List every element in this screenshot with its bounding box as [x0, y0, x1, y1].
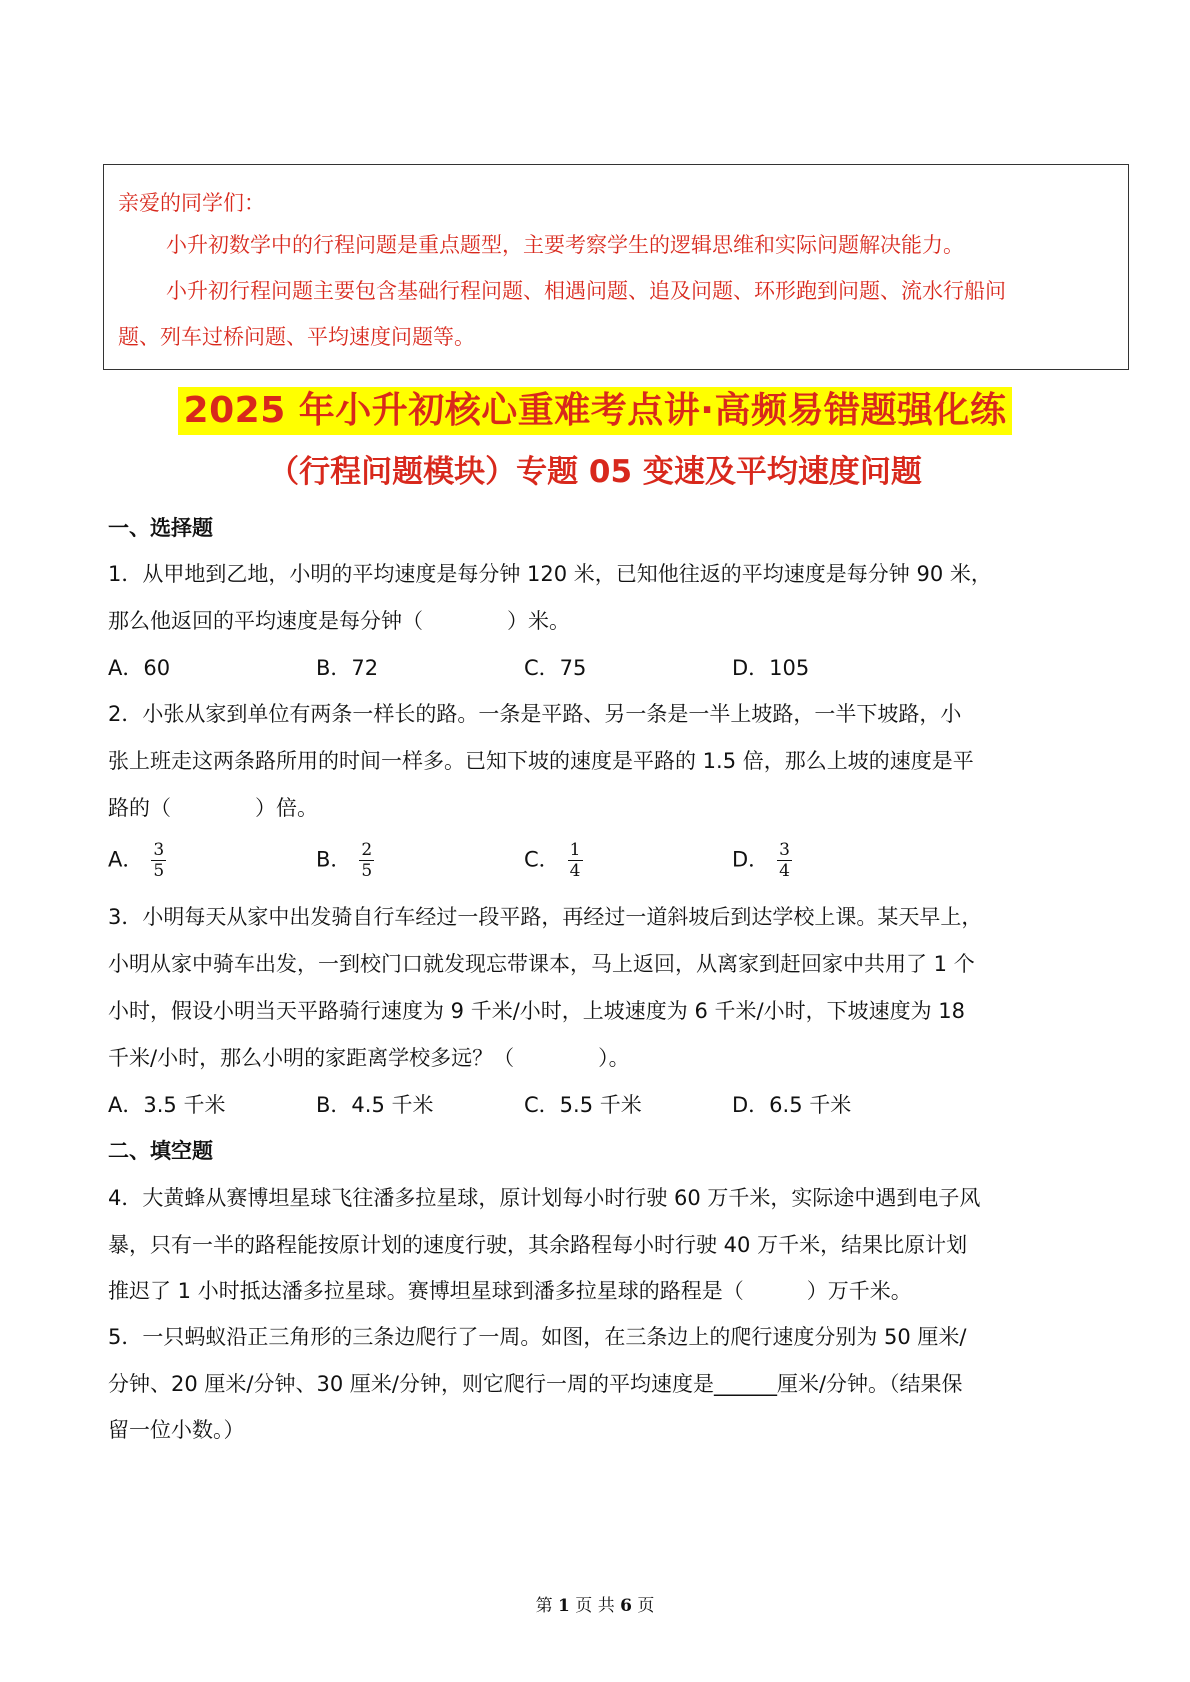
q1-line-1: 1．从甲地到乙地，小明的平均速度是每分钟 120 米，已知他往返的平均速度是每分钟 90 米， [108, 562, 992, 586]
fraction-numerator: 2 [361, 840, 373, 860]
footer-prefix: 第 [535, 1596, 553, 1616]
sub-title: （行程问题模块）专题 05 变速及平均速度问题 [268, 454, 922, 490]
footer-middle: 页 共 [575, 1596, 615, 1616]
q5-line-1: 5．一只蚂蚁沿正三角形的三条边爬行了一周。如图，在三条边上的爬行速度分别为 50 厘米/ [108, 1325, 967, 1349]
notice-greeting: 亲爱的同学们： [118, 191, 265, 215]
q1-option-a: A．60 [108, 656, 171, 680]
q2-line-1: 2．小张从家到单位有两条一样长的路。一条是平路、另一条是一半上坡路，一半下坡路，小 [108, 702, 962, 726]
q3-line-2: 小明从家中骑车出发，一到校门口就发现忘带课本，马上返回，从离家到赶回家中共用了 1 个 [108, 952, 975, 976]
q2-line-3: 路的（ ）倍。 [108, 796, 318, 820]
q2-option-a [108, 840, 166, 881]
q2-option-c [524, 840, 583, 881]
q3-line-1: 3．小明每天从家中出发骑自行车经过一段平路，再经过一道斜坡后到达学校上课。某天早上， [108, 905, 983, 929]
q3-line-4: 千米/小时，那么小明的家距离学校多远？（ ）。 [108, 1046, 630, 1070]
q3-option-d: D．6.5 千米 [732, 1093, 852, 1117]
q2-option-a-label: A． [108, 847, 144, 872]
q2-option-d [732, 840, 792, 881]
q2-option-a-fraction [151, 840, 166, 881]
footer-page-number: 1 [558, 1596, 570, 1616]
fraction-denominator: 5 [361, 861, 373, 881]
q1-line-2: 那么他返回的平均速度是每分钟（ ）米。 [108, 609, 570, 633]
fraction-denominator: 5 [153, 861, 165, 881]
q4-line-2: 暴，只有一半的路程能按原计划的速度行驶，其余路程每小时行驶 40 万千米，结果比原计划 [108, 1233, 968, 1257]
q3-option-b: B．4.5 千米 [316, 1093, 434, 1117]
q2-option-d-label: D． [732, 847, 770, 872]
main-title-wrap [0, 387, 1190, 435]
q4-line-3: 推迟了 1 小时抵达潘多拉星球。赛博坦星球到潘多拉星球的路程是（ ）万千米。 [108, 1279, 912, 1303]
fraction-denominator: 4 [779, 861, 790, 881]
notice-box [103, 164, 1129, 370]
section-heading-choice: 一、选择题 [108, 516, 213, 540]
q4-line-1: 4．大黄蜂从赛博坦星球飞往潘多拉星球，原计划每小时行驶 60 万千米，实际途中遇到电子风 [108, 1186, 981, 1210]
footer-total-pages: 6 [620, 1596, 632, 1616]
notice-paragraph-1: 小升初数学中的行程问题是重点题型，主要考察学生的逻辑思维和实际问题解决能力。 [166, 233, 964, 257]
q1-option-c: C．75 [524, 656, 587, 680]
fraction-denominator: 4 [569, 861, 581, 881]
section-heading-fill: 二、填空题 [108, 1139, 213, 1163]
fraction-numerator: 1 [569, 840, 581, 860]
q2-option-b-label: B． [316, 847, 352, 872]
notice-paragraph-2-line-1: 小升初行程问题主要包含基础行程问题、相遇问题、追及问题、环形跑到问题、流水行船问 [166, 279, 1006, 303]
q3-option-a: A．3.5 千米 [108, 1093, 226, 1117]
q2-option-b-fraction [359, 840, 374, 881]
page-footer [0, 1591, 1190, 1616]
q2-option-c-label: C． [524, 847, 560, 872]
fraction-numerator: 3 [153, 840, 165, 860]
q1-option-d: D．105 [732, 656, 810, 680]
q5-line-2: 分钟、20 厘米/分钟、30 厘米/分钟，则它爬行一周的平均速度是______厘米/分钟。（结果保 [108, 1372, 963, 1396]
fraction-numerator: 3 [779, 840, 790, 860]
q1-option-b: B．72 [316, 656, 379, 680]
q2-option-d-fraction [777, 840, 792, 881]
q2-line-2: 张上班走这两条路所用的时间一样多。已知下坡的速度是平路的 1.5 倍，那么上坡的速度是平 [108, 749, 974, 773]
sub-title-wrap [0, 452, 1190, 492]
notice-paragraph-2-line-2: 题、列车过桥问题、平均速度问题等。 [118, 325, 475, 349]
q5-line-3: 留一位小数。） [108, 1418, 245, 1442]
footer-suffix: 页 [637, 1596, 655, 1616]
q2-option-b [316, 840, 374, 881]
main-title: 2025 年小升初核心重难考点讲·高频易错题强化练 [178, 387, 1013, 435]
q3-line-3: 小时，假设小明当天平路骑行速度为 9 千米/小时，上坡速度为 6 千米/小时，下坡速度为 18 [108, 999, 965, 1023]
q2-option-c-fraction [568, 840, 583, 881]
q3-option-c: C．5.5 千米 [524, 1093, 642, 1117]
